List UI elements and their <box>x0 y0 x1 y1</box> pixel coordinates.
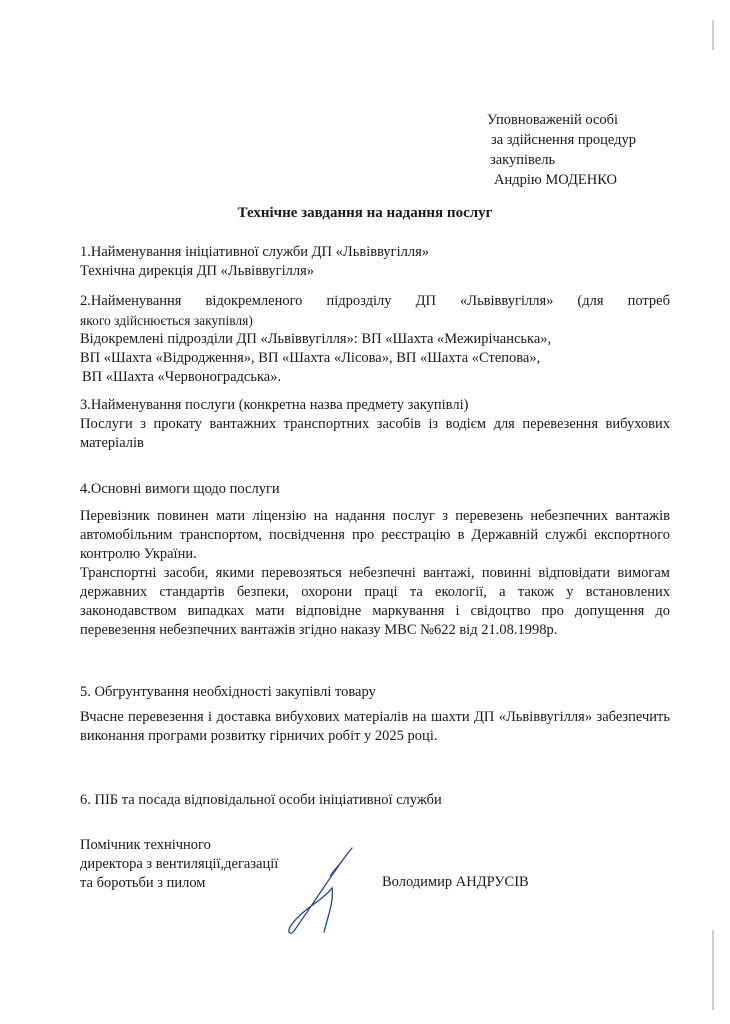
scan-edge-mark <box>712 930 714 1010</box>
section-2-heading-line-1: 2.Найменування відокремленого підрозділу ДП «Львіввугілля» (для потреб <box>80 293 670 309</box>
addressee-line-4: Андрію МОДЕНКО <box>494 172 617 188</box>
signer-title-line-3: та боротьби з пилом <box>80 875 206 891</box>
signer-title <box>80 836 278 893</box>
section-4-heading: 4.Основні вимоги щодо послуги <box>80 481 280 497</box>
handwritten-signature <box>282 846 362 936</box>
signer-title-line-1: Помічник технічного <box>80 837 211 853</box>
section-2-text-line-2: ВП «Шахта «Відродження», ВП «Шахта «Лісова», ВП «Шахта «Степова», <box>80 350 541 366</box>
section-2 <box>80 292 670 387</box>
section-5-text: Вчасне перевезення і доставка вибухових матеріалів на шахти ДП «Львіввугілля» забезпечить виконання програми розвитку гірничих робіт у 2025 році. <box>80 709 670 744</box>
section-6-heading: 6. ПІБ та посада відповідальної особи ініціативної служби <box>80 792 442 808</box>
section-4-paragraph-1: Перевізник повинен мати ліцензію на надання послуг з перевезень небезпечних вантажів автомобільним транспортом, посвідчення про реєстрацію в Державній службі експортного контролю України. <box>80 508 670 562</box>
document-title: Технічне завдання на надання послуг <box>237 205 493 221</box>
signer-name: Володимир АНДРУСІВ <box>382 874 529 890</box>
section-1-heading: 1.Найменування ініціативної служби ДП «Львіввугілля» <box>80 244 430 260</box>
addressee-line-1: Уповноваженій особі <box>487 112 619 128</box>
addressee-line-3: закупівель <box>490 152 556 168</box>
section-1 <box>80 243 670 281</box>
section-2-text-line-1: Відокремлені підрозділи ДП «Львіввугілля»: ВП «Шахта «Межирічанська», <box>80 331 552 347</box>
section-1-text: Технічна дирекція ДП «Львіввугілля» <box>80 263 315 279</box>
section-4-body <box>80 507 670 640</box>
addressee-block <box>487 110 636 190</box>
section-3-text: Послуги з прокату вантажних транспортних засобів із водієм для перевезення вибухових матеріалів <box>80 416 670 451</box>
section-2-heading-line-2: якого здійснюється закупівля) <box>80 313 253 328</box>
section-2-text-line-3: ВП «Шахта «Червоноградська». <box>82 369 282 385</box>
section-3-heading: 3.Найменування послуги (конкретна назва предмету закупівлі) <box>80 397 469 413</box>
section-4-paragraph-2: Транспортні засоби, якими перевозяться небезпечні вантажі, повинні відповідати вимогам державних стандартів безпеки, охорони праці та екології, а також у встановлених законодавством випадках мати відповідне маркування і свідоцтво про допущення до перевезення небезпечних вантажів згідно наказу МВС №622 від 21.08.1998р. <box>80 565 670 638</box>
scan-edge-mark <box>712 20 714 50</box>
signer-title-line-2: директора з вентиляції,дегазації <box>80 856 279 872</box>
addressee-line-2: за здійснення процедур <box>491 132 637 148</box>
section-5-heading: 5. Обгрунтування необхідності закупівлі товару <box>80 684 376 700</box>
section-3 <box>80 396 670 453</box>
